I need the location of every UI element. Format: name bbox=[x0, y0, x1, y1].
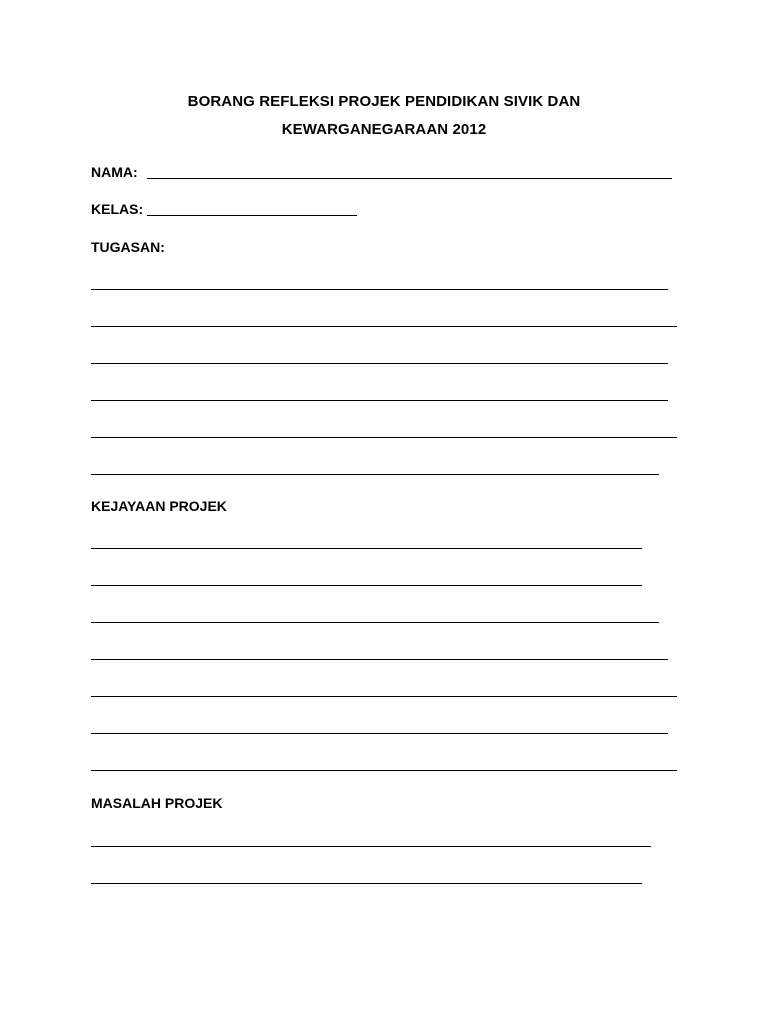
kelas-blank-line[interactable] bbox=[147, 215, 357, 216]
kejayaan-line-7[interactable] bbox=[91, 770, 677, 771]
form-title-line-1: BORANG REFLEKSI PROJEK PENDIDIKAN SIVIK DAN bbox=[187, 93, 581, 110]
tugasan-line-2[interactable] bbox=[91, 326, 677, 327]
tugasan-line-6[interactable] bbox=[91, 474, 659, 475]
form-title-line-2: KEWARGANEGARAAN 2012 bbox=[281, 121, 487, 138]
kejayaan-line-2[interactable] bbox=[91, 585, 642, 586]
kejayaan-line-6[interactable] bbox=[91, 733, 668, 734]
tugasan-line-3[interactable] bbox=[91, 363, 668, 364]
kelas-label: KELAS: bbox=[91, 201, 144, 217]
kejayaan-line-4[interactable] bbox=[91, 659, 668, 660]
nama-blank-line[interactable] bbox=[147, 178, 672, 179]
masalah-line-2[interactable] bbox=[91, 883, 642, 884]
masalah-line-1[interactable] bbox=[91, 846, 651, 847]
masalah-projek-heading: MASALAH PROJEK bbox=[91, 795, 223, 811]
kejayaan-projek-heading: KEJAYAAN PROJEK bbox=[91, 498, 227, 514]
tugasan-line-1[interactable] bbox=[91, 289, 668, 290]
tugasan-label: TUGASAN: bbox=[91, 239, 165, 255]
kejayaan-line-3[interactable] bbox=[91, 622, 659, 623]
kejayaan-line-5[interactable] bbox=[91, 696, 677, 697]
kejayaan-line-1[interactable] bbox=[91, 548, 642, 549]
nama-label: NAMA: bbox=[91, 164, 138, 180]
tugasan-line-5[interactable] bbox=[91, 437, 677, 438]
tugasan-line-4[interactable] bbox=[91, 400, 668, 401]
